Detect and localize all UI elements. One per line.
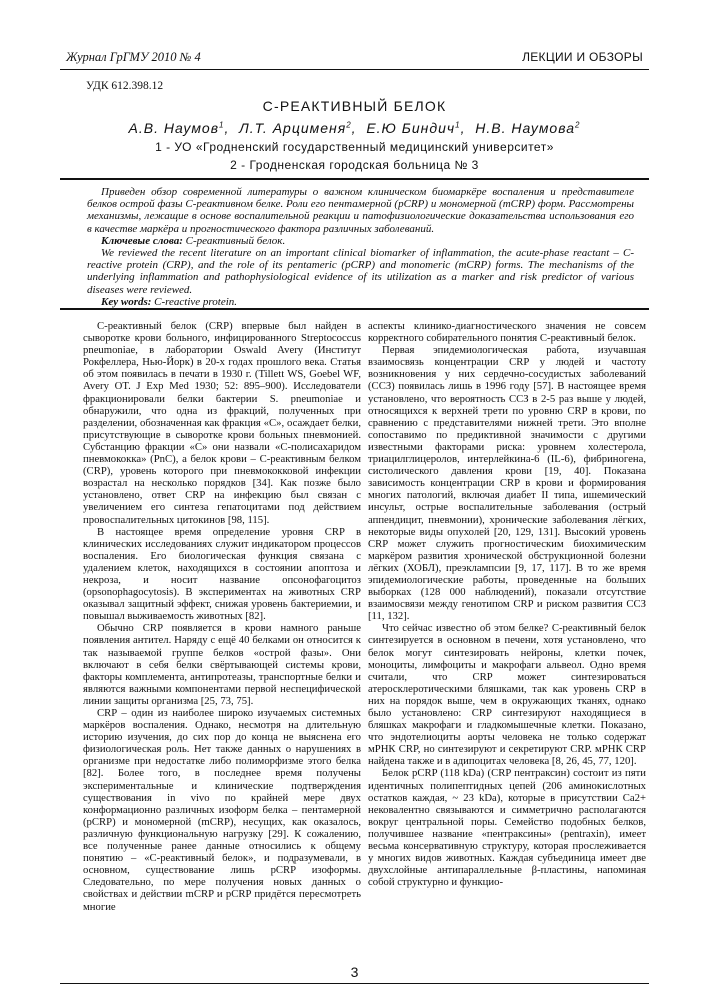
affiliation-2: 2 - Гродненская городская больница № 3 <box>230 158 479 172</box>
page-number: 3 <box>350 964 359 980</box>
paragraph: CRP – один из наиболее широко изучаемых системных маркёров воспаления. Однако, несмотря на длительную историю изучения, до сих пор до конца не выяснена его физиологическая роль. Нет также данных о нарушениях в организме при недостатке либо полиморфизме этого белка [82]. Более того, в последнее время получены экспериментальные и клинические подтверждения существования in vivo по крайней мере двух конформационно различных изоформ белка – пентамерной (pCRP) и мономерной (mCRP), несущих, как оказалось, различную функциональную нагрузку [29]. К сожалению, все полученные ранее данные относились к общему понятию – «С-реактивный белок», и подразумевали, в основном, существование лишь pCRP изоформы. Следовательно, по мере получения новых данных о свойствах и действии mCRP и pCRP придётся пересмотреть многие <box>83 707 361 913</box>
author: Л.Т. Арцименя$^2$ <box>239 120 352 136</box>
abstract-en: We reviewed the recent literature on an important clinical biomarker of inflammation, the acute-phase reactant – C-reactive protein (CRP), and the role of its pentameric (pCRP) and monomeric (mCRP) forms. The mechanisms of the underlying inflammation and pathophysiological evidence of its utilization as a marker and risk predictor of various diseases were reviewed. <box>87 247 634 296</box>
footer-rule <box>60 983 649 984</box>
section-name: ЛЕКЦИИ И ОБЗОРЫ <box>522 50 643 64</box>
author: Е.Ю Биндич$^1$ <box>366 120 461 136</box>
paragraph: аспекты клинико-диагностического значения не совсем корректного собирательного понятия С-реактивный белок. <box>368 320 646 345</box>
paragraph: Белок pCRP (118 kDa) (CRP пентраксин) состоит из пяти идентичных полипептидных цепей (206 аминокислотных остатков каждая, ~ 23 kDa), которые в присутствии Ca2+ нековалентно связываются и симметрично располагаются вокруг центральной поры. Семейство подобных белков, получившее название «пентраксины» (pentraxin), имеет весьма консервативную структуру, которая прослеживается у многих видов животных. Каждая субъединица имеет две двухслойные антипараллельные β-пластины, напоминая собой структурно и функцио- <box>368 767 646 889</box>
journal-name: Журнал ГрГМУ 2010 № 4 <box>66 50 201 64</box>
abstract-top-rule <box>60 178 649 180</box>
paragraph: С-реактивный белок (CRP) впервые был найден в сыворотке крови больного, инфицированного Streptococcus pneumoniae, в лаборатории Oswald Avery (Институт Рокфеллера, Нью-Йорк) в 20-х годах прошлого века. Статья об этом появилась в печати в 1930 г. (Tillett WS, Goebel WF, Avery OT. J Exp Med 1930; 52: 895–900). Исследователи фракционировали белки бактерии S. pneumoniae и обнаружили, что одна из фракций, полученных при разделении, обозначенная как фракция «С», осаждает белки, присутствующие в сыворотке крови больных пневмонией. Субстанцию фракции «С» они назвали «С-полисахаридом пневмококка» (PnC), а белок крови – С-реактивным белком (CRP), уровень которого при пневмококковой инфекции возрастал на несколько порядков [34]. Как позже было установлено, ответ CRP на инфекцию был связан с увеличением его синтеза гепатоцитами под действием провоспалительных цитокинов [98, 115]. <box>83 320 361 526</box>
abstract-ru: Приведен обзор современной литературы о важном клиническом биомаркёре воспаления и представителе белков острой фазы С-реактивном белке. Роли его пентамерной (pCRP) и мономерной (mCRP) форм. Рассмотрены механизмы, лежащие в основе воспалительной реакции и патофизиологические доказательства использования его в качестве маркёра и прогностического фактора различных заболеваний. <box>87 186 634 235</box>
header-rule <box>60 69 649 70</box>
abstract-bottom-rule <box>60 308 649 310</box>
affiliation-1: 1 - УО «Гродненский государственный медицинский университет» <box>155 140 554 154</box>
running-header <box>66 50 643 68</box>
body-column-right <box>368 320 646 888</box>
paragraph: В настоящее время определение уровня CRP в клинических исследованиях служит индикатором процессов воспаления. Его биологическая функция связана с удалением клеток, находящихся в состоянии апоптоза и некроза, и носит название опсонофагоцитоз (opsonophagocytosis). В экспериментах на животных CRP оказывал защитный эффект, снижая уровень бактериемии, и повышал выживаемость животных [82]. <box>83 525 361 623</box>
abstract-block <box>87 186 634 308</box>
paragraph: Что сейчас известно об этом белке? С-реактивный белок синтезируется в основном в печени, хотя установлено, что белок могут синтезировать нейроны, клетки почек, моноциты, лимфоциты и макрофаги альвеол. Одно время считали, что CRP может синтезироваться атеросклеротическими бляшками, так как уровень CRP в них на порядок выше, чем в окружающих тканях, однако было установлено: CRP синтезируют находящиеся в бляшках макрофаги и гладкомышечные клетки. Показано, что эндотелиоциты аорты человека не только содержат мРНК CRP, но синтезируют и секретируют CRP. мРНК CRP найдена также и в адипоцитах человека [8, 26, 45, 77, 120]. <box>368 622 646 768</box>
keywords-ru: Ключевые слова: С-реактивный белок. <box>101 234 286 247</box>
paragraph: Обычно CRP появляется в крови намного раньше появления антител. Наряду с ещё 40 белками он относится к так называемой группе белков «острой фазы». Они включают в себя белки свёртывающей системы крови, факторы комплемента, антипротеазы, транспортные белки и являются важными компонентами первой неспецифической линии защиты организма [25, 73, 75]. <box>83 622 361 707</box>
author-list: А.В. Наумов$^1$, Л.Т. Арцименя$^2$, Е.Ю Биндич$^1$, Н.В. Наумова$^2$ <box>128 120 581 136</box>
keywords-en: Key words: C-reactive protein. <box>101 295 238 308</box>
author: А.В. Наумов$^1$ <box>128 120 225 136</box>
body-column-left <box>83 320 361 913</box>
paragraph: Первая эпидемиологическая работа, изучавшая взаимосвязь концентрации CRP у людей и частоту возникновения у них сердечно-сосудистых заболеваний (ССЗ) появилась лишь в 1996 году [57]. В настоящее время установлено, что вероятность ССЗ в 2-5 раз выше у людей, относящихся к верхней трети по уровню CRP в крови, по сравнению с представителями нижней трети. Это вполне сопоставимо по предиктивной значимости с другими известными факторами риска: уровнем холестерола, триацилглицеролов, интерлейкина-6 (IL-6), фибриногена, систолического давления крови [19, 40]. Показана зависимость концентрации CRP в крови и формирования многих патологий, включая диабет II типа, ишемический инсульт, острые воспалительные заболевания (острый аппендицит, пневмонии), хронические заболевания лёгких, некоторые виды опухолей [20, 129, 131]. Высокий уровень CRP может служить прогностическим биохимическим маркёром развития хронической обструкционной болезни лёгких (ХОБЛ), преэклампсии [9, 17, 117]. В то же время эпидемиологические работы, проведенные на больших выборках (128 000 наблюдений), показали отсутствие взаимосвязи между генотипом CRP и риском развития ССЗ [11, 132]. <box>368 344 646 623</box>
udk-code: УДК 612.398.12 <box>86 80 164 92</box>
article-title: С-РЕАКТИВНЫЙ БЕЛОК <box>262 98 447 114</box>
author: Н.В. Наумова$^2$ <box>475 120 581 136</box>
